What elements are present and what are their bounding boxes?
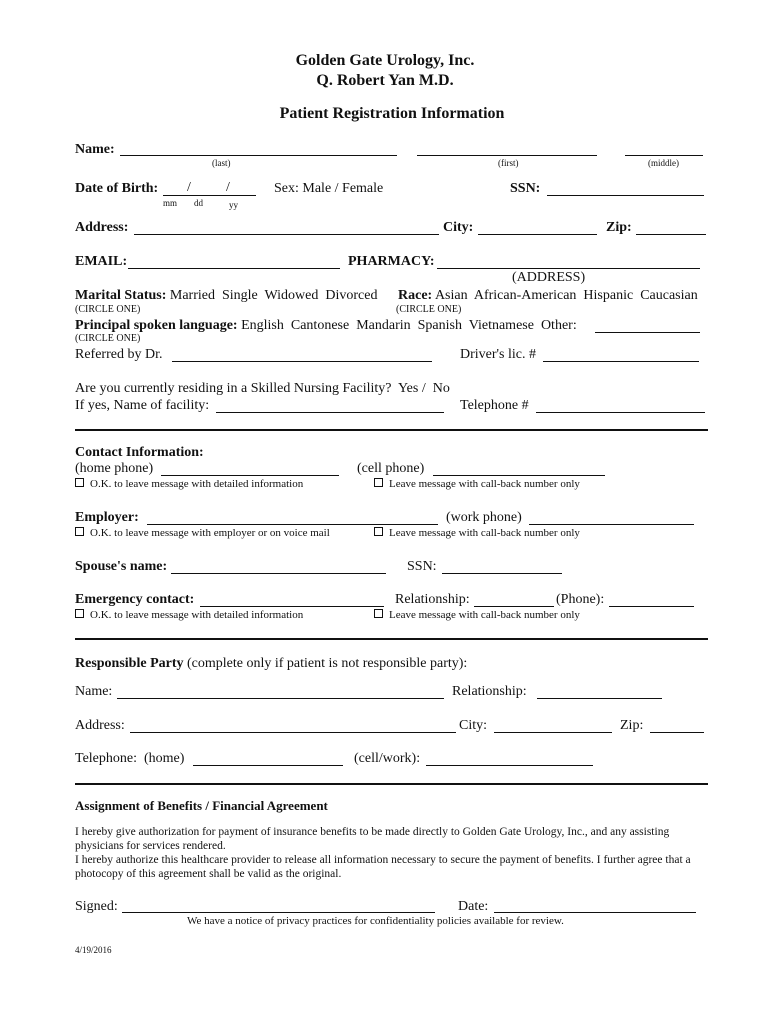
home-ok-text: O.K. to leave message with detailed information [90,478,304,490]
emergency-phone-label: (Phone): [556,592,605,607]
section-divider [75,638,708,640]
form-title: Patient Registration Information [279,105,505,122]
benefits-paragraph-2: I hereby authorize this healthcare provider to release all information necessary to secure the payment of benefits. I further agree that a photocopy of this agreement shall be valid as the original. [75,854,691,880]
language-label: Principal spoken language: [75,318,238,333]
benefits-paragraph-1: I hereby give authorization for payment of insurance benefits to be made directly to Golden Gate Urology, Inc., and any assisting physicians for services rendered. [75,826,670,852]
responsible-heading [75,656,467,672]
emergency-phone-field[interactable] [609,606,694,607]
responsible-heading-bold: Responsible Party [75,656,184,671]
emergency-label: Emergency contact: [75,592,195,607]
rp-name-label: Name: [75,684,113,699]
cell-phone-field[interactable] [433,475,605,476]
section-divider [75,429,708,431]
email-field[interactable] [128,268,340,269]
checkbox-icon[interactable] [374,478,383,487]
marital-status-row [75,288,377,304]
emergency-relationship-label: Relationship: [395,592,470,607]
cell-callback-text: Leave message with call-back number only [389,478,580,490]
privacy-notice: We have a notice of privacy practices for confidentiality policies available for review. [187,915,564,927]
city-field[interactable] [478,234,597,235]
rp-city-field[interactable] [494,732,612,733]
language-other-field[interactable] [595,332,700,333]
ssn-label: SSN: [510,181,541,196]
checkbox-icon[interactable] [75,527,84,536]
spouse-ssn-label: SSN: [407,559,437,574]
middle-name-field[interactable] [625,155,703,156]
race-options[interactable]: Asian African-American Hispanic Caucasian [434,288,698,303]
rp-cellwork-label: (cell/work): [354,751,421,766]
section-divider [75,783,708,785]
language-options[interactable]: English Cantonese Mandarin Spanish Vietnamese Other: [241,318,577,333]
dob-slash-1: / [187,180,191,195]
referred-label: Referred by Dr. [75,347,163,362]
city-label: City: [443,220,474,235]
zip-label: Zip: [606,220,632,235]
rp-home-phone-label: Telephone: (home) [75,751,185,766]
referred-field[interactable] [172,361,432,362]
employer-ok-text: O.K. to leave message with employer or on voice mail [90,527,330,539]
dob-field[interactable] [163,195,256,196]
rp-address-label: Address: [75,718,125,733]
pharmacy-caption: (ADDRESS) [512,270,586,285]
responsible-heading-note: (complete only if patient is not responsible party): [183,656,468,671]
spouse-field[interactable] [171,573,386,574]
signed-label: Signed: [75,899,118,914]
date-field[interactable] [494,912,696,913]
dd-caption: dd [194,198,203,208]
marital-label: Marital Status: [75,288,167,303]
emergency-field[interactable] [200,606,384,607]
emergency-ok-option[interactable] [75,609,303,621]
first-name-field[interactable] [417,155,597,156]
rp-relationship-label: Relationship: [452,684,527,699]
yy-caption: yy [229,200,238,210]
rp-address-field[interactable] [130,732,456,733]
spouse-label: Spouse's name: [75,559,168,574]
snf-question[interactable]: Are you currently residing in a Skilled Nursing Facility? Yes / No [75,381,450,396]
language-row [75,318,577,334]
sex-label[interactable]: Sex: Male / Female [274,181,384,196]
marital-options[interactable]: Married Single Widowed Divorced [169,288,378,303]
employer-field[interactable] [147,524,438,525]
date-label: Date: [458,899,489,914]
checkbox-icon[interactable] [75,609,84,618]
contact-heading: Contact Information: [75,445,204,460]
rp-zip-label: Zip: [620,718,644,733]
checkbox-icon[interactable] [75,478,84,487]
form-date: 4/19/2016 [75,945,112,955]
zip-field[interactable] [636,234,706,235]
org-name: Golden Gate Urology, Inc. [295,52,475,69]
facility-telephone-label: Telephone # [460,398,529,413]
work-callback-text: Leave message with call-back number only [389,527,580,539]
language-circle-one: (CIRCLE ONE) [75,333,141,344]
rp-home-phone-field[interactable] [193,765,343,766]
emergency-callback-text: Leave message with call-back number only [389,609,580,621]
cell-callback-option[interactable] [374,478,580,490]
race-circle-one: (CIRCLE ONE) [396,304,462,315]
rp-city-label: City: [459,718,488,733]
drivers-license-label: Driver's lic. # [460,347,537,362]
race-row [398,288,698,304]
mm-caption: mm [163,198,178,208]
benefits-heading: Assignment of Benefits / Financial Agreement [75,798,328,813]
checkbox-icon[interactable] [374,527,383,536]
emergency-callback-option[interactable] [374,609,580,621]
dob-label: Date of Birth: [75,181,159,196]
signature-field[interactable] [122,912,435,913]
home-phone-label: (home phone) [75,461,154,476]
home-ok-option[interactable] [75,478,303,490]
employer-ok-option[interactable] [75,527,330,539]
doctor-name: Q. Robert Yan M.D. [316,72,454,89]
work-callback-option[interactable] [374,527,580,539]
dob-slash-2: / [226,180,230,195]
marital-circle-one: (CIRCLE ONE) [75,304,141,315]
first-caption: (first) [498,158,519,168]
work-phone-field[interactable] [529,524,694,525]
facility-telephone-field[interactable] [536,412,705,413]
rp-cellwork-field[interactable] [426,765,593,766]
emergency-relationship-field[interactable] [474,606,554,607]
ssn-field[interactable] [547,195,704,196]
pharmacy-field[interactable] [437,268,700,269]
race-label: Race: [398,288,433,303]
name-label: Name: [75,142,115,157]
last-name-field[interactable] [120,155,397,156]
home-phone-field[interactable] [161,475,339,476]
work-phone-label: (work phone) [446,510,522,525]
rp-relationship-field[interactable] [537,698,662,699]
address-label: Address: [75,220,129,235]
emergency-ok-text: O.K. to leave message with detailed information [90,609,304,621]
rp-name-field[interactable] [117,698,444,699]
middle-caption: (middle) [648,158,679,168]
facility-field[interactable] [216,412,444,413]
email-label: EMAIL: [75,254,128,269]
cell-phone-label: (cell phone) [357,461,425,476]
drivers-license-field[interactable] [543,361,699,362]
facility-label: If yes, Name of facility: [75,398,210,413]
pharmacy-label: PHARMACY: [348,254,435,269]
last-caption: (last) [212,158,231,168]
checkbox-icon[interactable] [374,609,383,618]
rp-zip-field[interactable] [650,732,704,733]
employer-label: Employer: [75,510,139,525]
address-field[interactable] [134,234,439,235]
spouse-ssn-field[interactable] [442,573,562,574]
